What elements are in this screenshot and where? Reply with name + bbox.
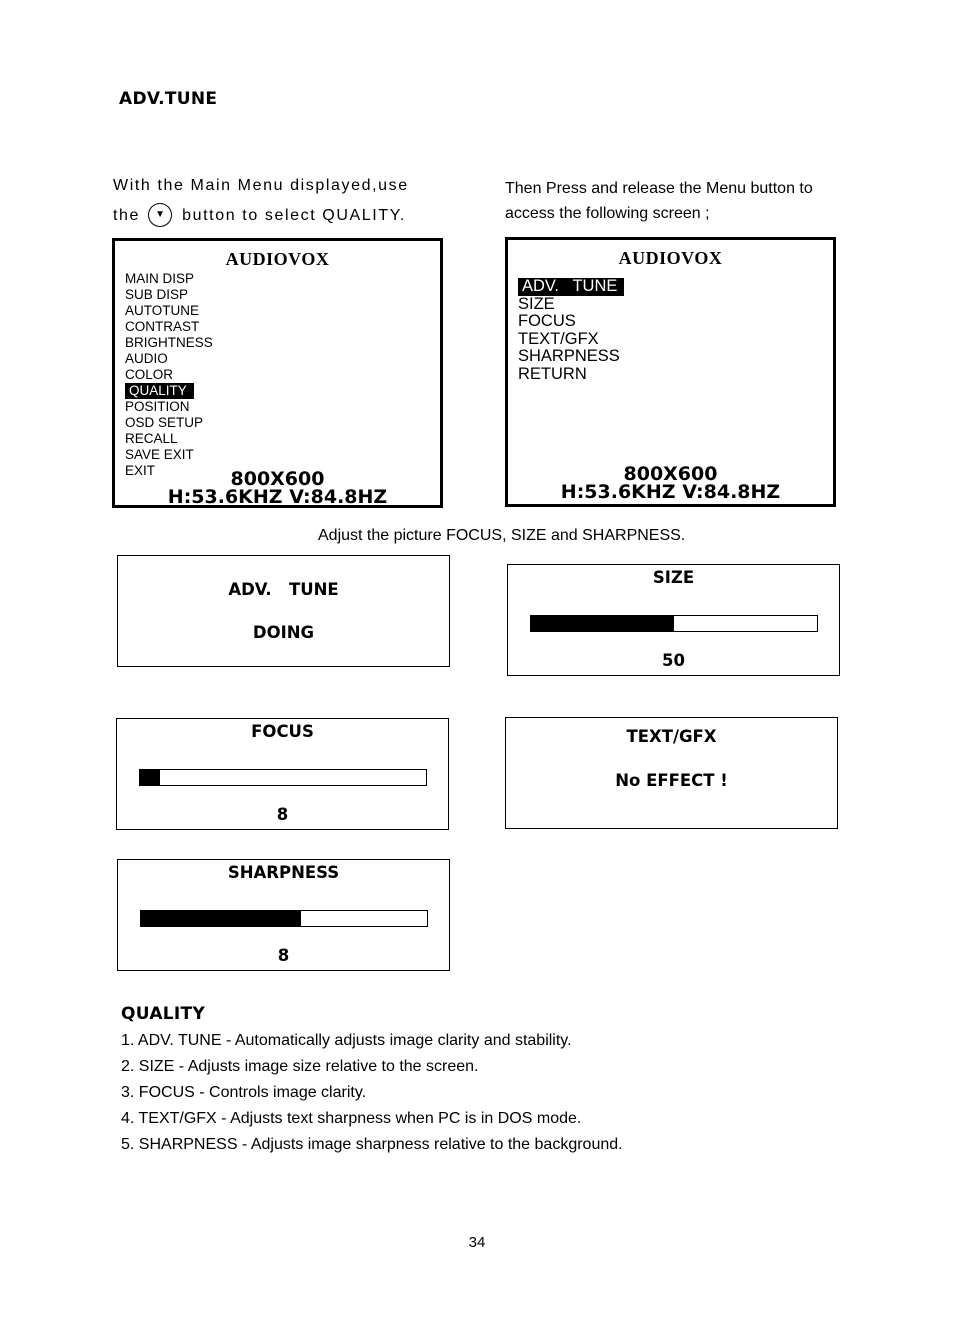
intro-right-line2: access the following screen ;	[505, 205, 710, 222]
size-box	[507, 564, 840, 676]
quality-menu-frequency: H:53.6KHZ V:84.8HZ	[560, 481, 781, 503]
quality-description-list	[121, 1028, 623, 1158]
advtune-box-title: ADV. TUNE	[228, 580, 339, 599]
main-menu-item[interactable]	[123, 399, 213, 415]
sharpness-slider-fill	[141, 911, 301, 926]
main-menu-item[interactable]	[123, 367, 213, 383]
main-menu-item[interactable]	[123, 447, 213, 463]
quality-menu-item[interactable]	[516, 313, 624, 331]
quality-menu-brand: AUDIOVOX	[618, 248, 723, 268]
intro-left	[113, 171, 453, 231]
intro-left-line2	[113, 201, 453, 231]
adjust-caption: Adjust the picture FOCUS, SIZE and SHARPNESS.	[318, 527, 686, 544]
main-menu-item[interactable]	[123, 431, 213, 447]
main-menu-item-label: SUB DISP	[125, 287, 189, 302]
quality-menu-list	[516, 278, 624, 383]
main-menu-item-label: RECALL	[125, 431, 178, 446]
quality-menu-item-label: RETURN	[518, 364, 587, 383]
main-menu-item-label: CONTRAST	[125, 319, 200, 334]
main-menu-item-label: EXIT	[125, 463, 156, 478]
main-menu-item[interactable]	[123, 335, 213, 351]
main-menu-item[interactable]	[123, 383, 213, 399]
main-menu-frequency: H:53.6KHZ V:84.8HZ	[167, 486, 388, 508]
quality-description-item: 5. SHARPNESS - Adjusts image sharpness relative to the background.	[121, 1136, 623, 1153]
size-slider-bar	[530, 615, 818, 632]
main-menu-item-label: MAIN DISP	[125, 271, 195, 286]
sharpness-box-title: SHARPNESS	[227, 863, 340, 882]
page-number: 34	[468, 1234, 486, 1251]
quality-menu-item-label: SHARPNESS	[518, 347, 620, 365]
quality-menu-item[interactable]	[516, 278, 624, 296]
intro-right-line1: Then Press and release the Menu button to	[505, 180, 813, 197]
intro-right	[505, 176, 850, 226]
size-slider-fill	[531, 616, 674, 631]
size-box-title: SIZE	[652, 568, 695, 587]
main-menu-item-label: BRIGHTNESS	[125, 335, 213, 350]
section-title: ADV.TUNE	[119, 89, 218, 109]
quality-description-item: 4. TEXT/GFX - Adjusts text sharpness when PC is in DOS mode.	[121, 1110, 582, 1127]
main-menu-item[interactable]	[123, 415, 213, 431]
advtune-box	[117, 555, 450, 667]
size-box-value: 50	[662, 651, 685, 670]
main-menu-screen	[112, 238, 443, 508]
main-menu-item[interactable]	[123, 271, 213, 287]
main-menu-item-label: POSITION	[125, 399, 190, 414]
main-menu-item[interactable]	[123, 287, 213, 303]
quality-menu-item[interactable]	[516, 296, 624, 314]
quality-description-item: 3. FOCUS - Controls image clarity.	[121, 1084, 367, 1101]
quality-menu-item[interactable]	[516, 366, 624, 384]
quality-menu-resolution: 800X600	[623, 463, 718, 485]
textgfx-box	[505, 717, 838, 829]
quality-description-item: 2. SIZE - Adjusts image size relative to the screen.	[121, 1058, 479, 1075]
intro-left-line2-before: the	[113, 207, 141, 224]
main-menu-item-label: OSD SETUP	[125, 415, 204, 430]
quality-menu-item[interactable]	[516, 331, 624, 349]
main-menu-item-label: COLOR	[125, 367, 174, 382]
focus-box-title: FOCUS	[251, 722, 314, 741]
quality-section-title: QUALITY	[121, 1004, 206, 1024]
quality-menu-item-label: ADV. TUNE	[518, 278, 624, 296]
main-menu-item-label: SAVE EXIT	[125, 447, 194, 462]
quality-menu-item-label: SIZE	[518, 294, 555, 313]
intro-left-line2-after: button to select QUALITY.	[182, 207, 406, 224]
intro-left-line1: With the Main Menu displayed,use	[113, 177, 409, 194]
main-menu-list	[123, 271, 213, 479]
focus-box	[116, 718, 449, 830]
advtune-box-status: DOING	[252, 623, 315, 642]
main-menu-item-label: AUTOTUNE	[125, 303, 200, 318]
quality-description-item: 1. ADV. TUNE - Automatically adjusts image clarity and stability.	[121, 1032, 572, 1049]
sharpness-box-value: 8	[277, 946, 290, 965]
main-menu-resolution: 800X600	[230, 468, 325, 490]
main-menu-item[interactable]	[123, 351, 213, 367]
textgfx-box-message: No EFFECT !	[615, 771, 728, 790]
main-menu-brand: AUDIOVOX	[225, 249, 330, 269]
textgfx-box-title: TEXT/GFX	[626, 727, 717, 746]
quality-menu-item-label: FOCUS	[518, 312, 576, 330]
focus-slider-bar	[139, 769, 427, 786]
down-button-icon: ▼	[148, 203, 172, 227]
focus-box-value: 8	[276, 805, 289, 824]
main-menu-item[interactable]	[123, 319, 213, 335]
main-menu-item[interactable]	[123, 303, 213, 319]
main-menu-item-label: AUDIO	[125, 351, 168, 366]
quality-menu-item[interactable]	[516, 348, 624, 366]
quality-menu-screen	[505, 237, 836, 507]
main-menu-item-label: QUALITY	[125, 383, 194, 399]
sharpness-box	[117, 859, 450, 971]
quality-menu-item-label: TEXT/GFX	[518, 329, 599, 348]
focus-slider-fill	[140, 770, 160, 785]
sharpness-slider-bar	[140, 910, 428, 927]
